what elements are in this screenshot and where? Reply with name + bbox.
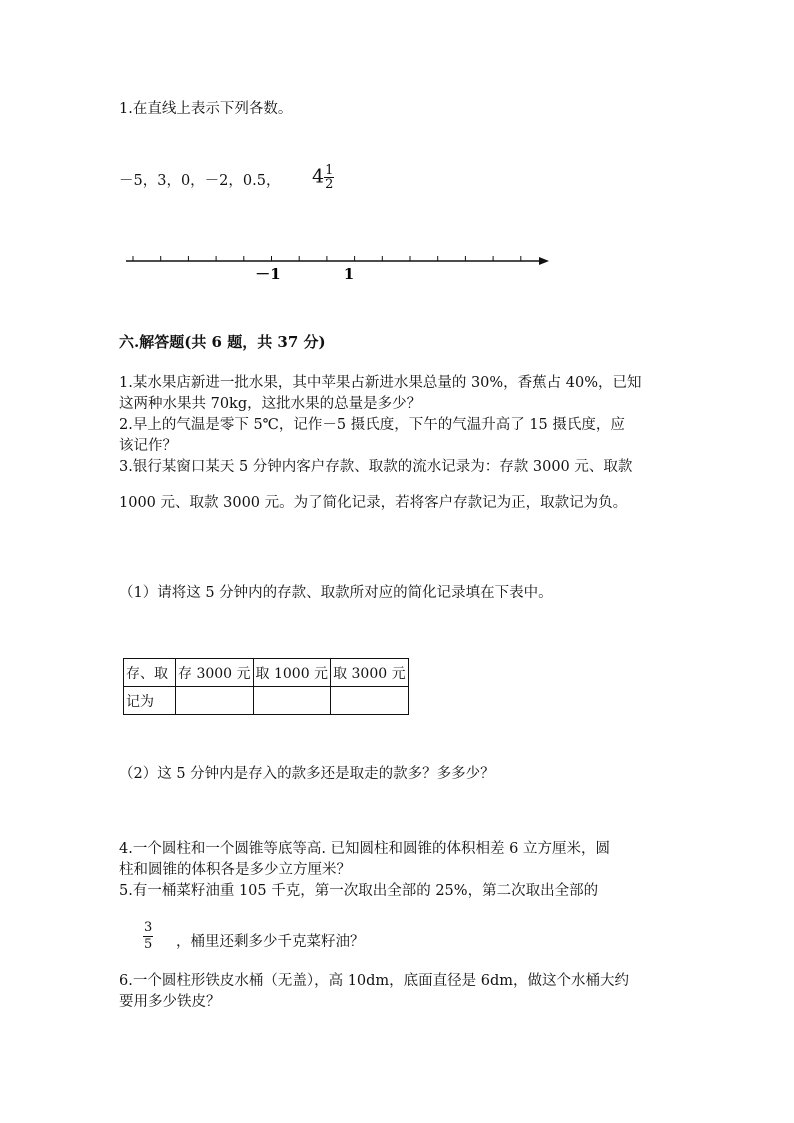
table-header-cell: 取 1000 元 <box>253 659 331 687</box>
p3-line1: 3.银行某窗口某天 5 分钟内客户存款、取款的流水记录为：存款 3000 元、取款 <box>119 459 633 475</box>
table-header-cell: 存 3000 元 <box>176 659 254 687</box>
number-line-arrow <box>539 257 549 265</box>
p3-line2: 1000 元、取款 3000 元。为了简化记录，若将客户存款记为正，取款记为负。 <box>119 495 628 511</box>
tick-label-minus-1: －1 <box>255 265 281 283</box>
table-answer-cell[interactable] <box>331 687 409 715</box>
p2-line2: 该记作？ <box>119 438 177 454</box>
p5-line2: ，桶里还剩多少千克菜籽油？ <box>176 934 365 950</box>
q1-prompt: 1.在直线上表示下列各数。 <box>119 101 293 117</box>
p3-sub1: （1）请将这 5 分钟内的存款、取款所对应的简化记录填在下表中。 <box>119 585 553 601</box>
section-title: 六.解答题(共 6 题，共 37 分) <box>119 333 326 351</box>
p6-line2: 要用多少铁皮？ <box>119 994 221 1010</box>
p6-line1: 6.一个圆柱形铁皮水桶（无盖），高 10dm，底面直径是 6dm，做这个水桶大约 <box>119 973 630 989</box>
table-header-cell: 取 3000 元 <box>331 659 409 687</box>
mixed-fraction: $\frac{1}{2}$ <box>325 163 334 192</box>
number-line <box>0 245 794 285</box>
q1-numbers: －5，3，0，－2，0.5， <box>119 173 281 189</box>
p5-fraction: $\frac{3}{5}$ <box>144 920 153 952</box>
record-table <box>123 658 409 715</box>
tick-label-1: 1 <box>343 265 355 283</box>
p4-line2: 柱和圆锥的体积各是多少立方厘米？ <box>119 862 351 878</box>
table-header-cell: 存、取 <box>124 659 176 687</box>
mixed-whole: 4 <box>312 165 325 188</box>
p2-line1: 2.早上的气温是零下 5℃，记作－5 摄氏度，下午的气温升高了 15 摄氏度，应 <box>119 417 625 433</box>
table-row <box>124 659 409 687</box>
p1-line2: 这两种水果共 70kg，这批水果的总量是多少？ <box>119 396 422 412</box>
q1-mixed-number <box>312 164 334 191</box>
p4-line1: 4.一个圆柱和一个圆锥等底等高. 已知圆柱和圆锥的体积相差 6 立方厘米，圆 <box>119 841 610 857</box>
table-row <box>124 687 409 715</box>
p3-sub2: （2）这 5 分钟内是存入的款多还是取走的款多？多多少？ <box>119 766 495 782</box>
p5-line1: 5.有一桶菜籽油重 105 千克，第一次取出全部的 25%，第二次取出全部的 <box>119 883 599 899</box>
table-row-label: 记为 <box>124 687 176 715</box>
p1-line1: 1.某水果店新进一批水果，其中苹果占新进水果总量的 30%，香蕉占 40%，已知 <box>119 375 642 391</box>
table-answer-cell[interactable] <box>253 687 331 715</box>
table-answer-cell[interactable] <box>176 687 254 715</box>
